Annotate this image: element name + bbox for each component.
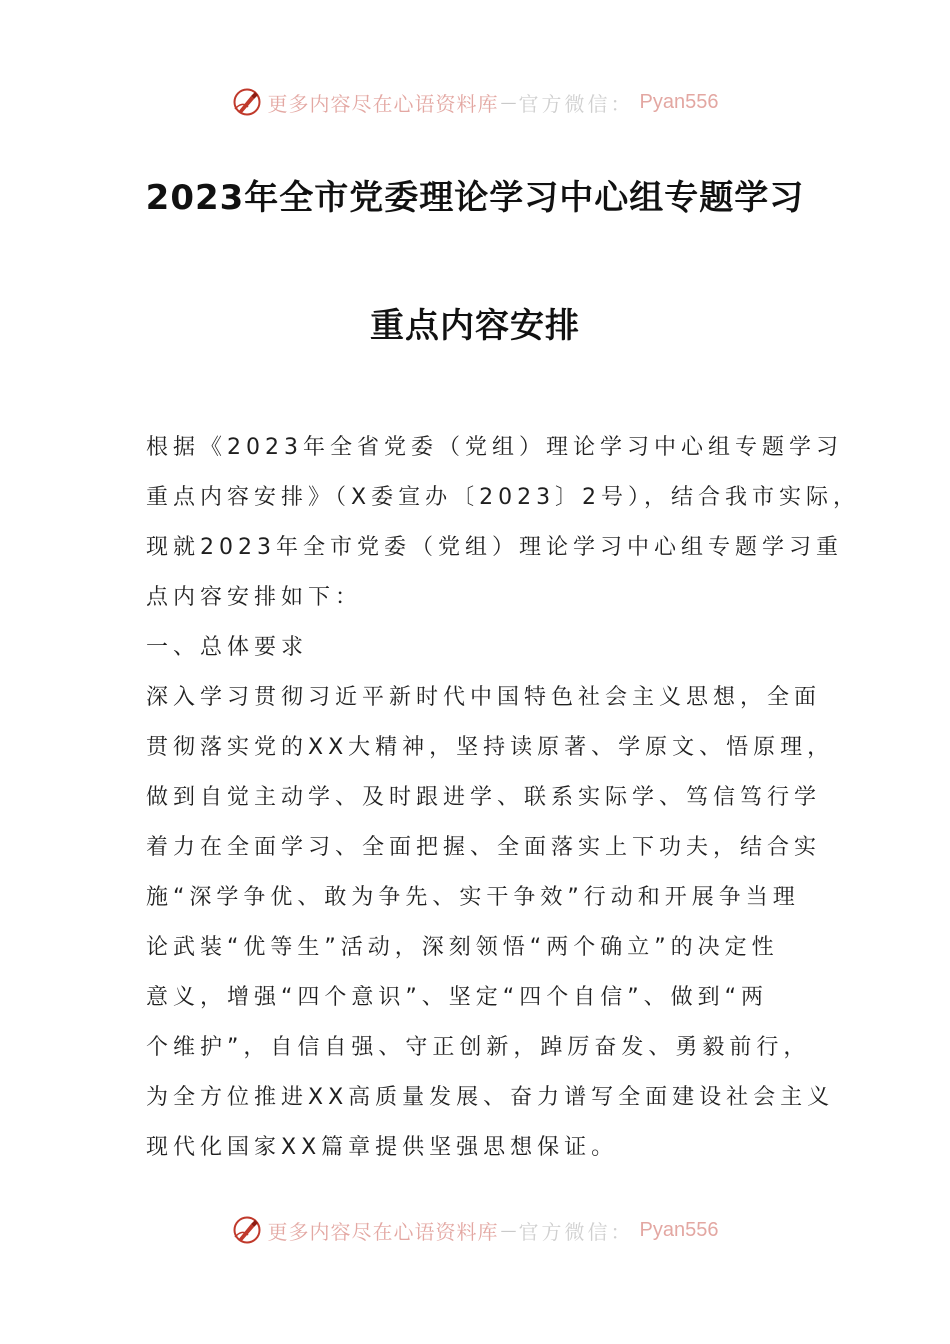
watermark-wechat-id: Pyan556 bbox=[639, 90, 719, 113]
footer-watermark bbox=[0, 1210, 950, 1250]
watermark-wechat-label: 官方微信： bbox=[518, 1219, 634, 1244]
body-line: 做到自觉主动学、及时跟进学、联系实际学、笃信笃行学 bbox=[146, 785, 822, 810]
watermark-wechat-id: Pyan556 bbox=[639, 1218, 719, 1241]
document-title-line-2: 重点内容安排 bbox=[370, 306, 580, 346]
body-line: 根据《2023年全省党委（党组）理论学习中心组专题学习 bbox=[146, 435, 843, 460]
body-line: 现就2023年全市党委（党组）理论学习中心组专题学习重 bbox=[146, 535, 843, 560]
body-line: 着力在全面学习、全面把握、全面落实上下功夫，结合实 bbox=[146, 835, 822, 860]
watermark-separator: — bbox=[500, 1220, 517, 1240]
watermark-separator: — bbox=[500, 92, 517, 112]
watermark-text: 更多内容尽在心语资料库 bbox=[267, 1219, 499, 1244]
pen-logo-icon bbox=[232, 87, 262, 117]
section-heading: 一、总体要求 bbox=[146, 635, 309, 660]
body-line: 点内容安排如下： bbox=[146, 585, 363, 610]
body-line: 为全方位推进XX高质量发展、奋力谱写全面建设社会主义 bbox=[146, 1085, 835, 1110]
pen-logo-icon bbox=[232, 1215, 262, 1245]
body-line: 现代化国家XX篇章提供坚强思想保证。 bbox=[146, 1135, 619, 1160]
body-line: 个维护”，自信自强、守正创新，踔厉奋发、勇毅前行， bbox=[146, 1035, 811, 1060]
body-line: 意义，增强“四个意识”、坚定“四个自信”、做到“两 bbox=[146, 985, 768, 1010]
header-watermark bbox=[0, 82, 950, 122]
watermark-text: 更多内容尽在心语资料库 bbox=[267, 91, 499, 116]
body-line: 重点内容安排》（X委宣办〔2023〕2号），结合我市实际， bbox=[146, 485, 861, 510]
body-line: 施“深学争优、敢为争先、实干争效”行动和开展争当理 bbox=[146, 885, 800, 910]
body-line: 论武装“优等生”活动，深刻领悟“两个确立”的决定性 bbox=[146, 935, 779, 960]
body-line: 深入学习贯彻习近平新时代中国特色社会主义思想，全面 bbox=[146, 685, 822, 710]
document-title-line-1: 2023年全市党委理论学习中心组专题学习 bbox=[145, 178, 805, 218]
document-body bbox=[146, 423, 861, 1173]
watermark-wechat-label: 官方微信： bbox=[518, 91, 634, 116]
body-line: 贯彻落实党的XX大精神，坚持读原著、学原文、悟原理， bbox=[146, 735, 835, 760]
